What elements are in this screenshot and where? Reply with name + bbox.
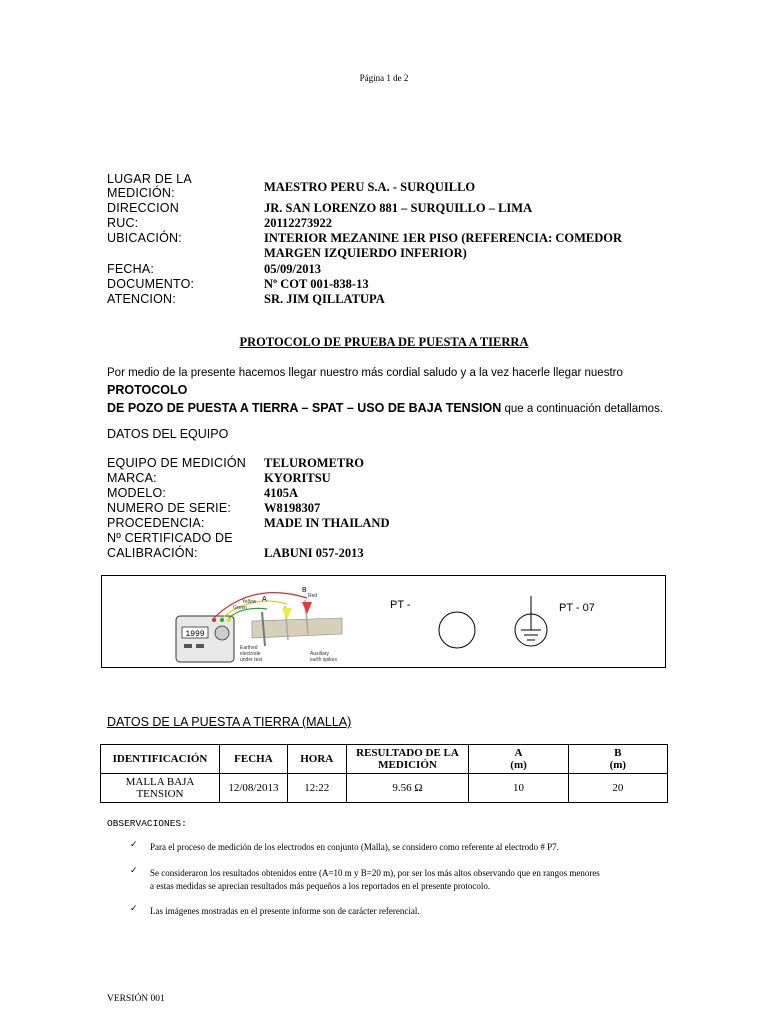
info-label-direccion: DIRECCION [107, 201, 179, 215]
cell-resultado: 9.56 Ω [346, 774, 469, 803]
grounding-section-title: DATOS DE LA PUESTA A TIERRA (MALLA) [107, 715, 352, 729]
observations-title: OBSERVACIONES: [107, 818, 187, 829]
col-fecha: FECHA [219, 745, 287, 774]
info-label-ubicacion: UBICACIÓN: [107, 231, 182, 245]
cell-hora: 12:22 [287, 774, 346, 803]
table-header-row [101, 745, 668, 774]
info-label-ruc: RUC: [107, 216, 139, 230]
equip-label-certificado: Nº CERTIFICADO DE [107, 531, 233, 545]
col-a-label: A [514, 747, 523, 759]
equipment-section-title: DATOS DEL EQUIPO [107, 427, 229, 441]
footer-version: VERSIÓN 001 [107, 994, 165, 1004]
label-electrode: electrode [240, 651, 261, 657]
intro-text-1: Por medio de la presente hacemos llegar nuestro más cordial saludo y a la vez hacerle llegar nuestro [107, 367, 623, 379]
equip-value-calibracion: LABUNI 057-2013 [264, 546, 364, 560]
pt-circle-icon [439, 612, 475, 648]
label-yellow: Yellow [242, 599, 257, 605]
info-value-direccion: JR. SAN LORENZO 881 – SURQUILLO – LIMA [264, 201, 533, 215]
observation-item-2: Se consideraron los resultados obtenidos entre (A=10 m y B=20 m), por ser los más altos observando que en rangos menores [150, 868, 600, 878]
figure-svg [102, 576, 665, 667]
label-red: Red [308, 593, 318, 599]
info-value-ubicacion-2: MARGEN IZQUIERDO INFERIOR) [264, 246, 467, 260]
col-identificacion: IDENTIFICACIÓN [101, 745, 220, 774]
meter-illustration [176, 616, 234, 662]
label-auxiliary: Auxiliary [310, 651, 329, 657]
cell-a: 10 [469, 774, 568, 803]
label-green: Green [233, 605, 247, 611]
col-b-unit: (m) [609, 759, 627, 771]
col-a [469, 745, 568, 774]
col-a-unit: (m) [510, 759, 527, 771]
col-b-label: B [614, 747, 622, 759]
check-icon: ✓ [130, 866, 138, 876]
info-value-atencion: SR. JIM QILLATUPA [264, 292, 385, 306]
observation-item-3: Las imágenes mostradas en el presente informe son de carácter referencial. [150, 906, 420, 916]
info-label-atencion: ATENCION: [107, 292, 176, 306]
ground-illustration [252, 600, 342, 646]
observation-item-2-line2: a estas medidas se aprecian resultados más pequeños a los reportados en el presente protocolo. [150, 881, 491, 891]
meter-display: 1999 [185, 630, 205, 639]
cell-id-line1: MALLA BAJA [125, 776, 195, 788]
intro-paragraph [107, 365, 667, 418]
info-label-lugar: LUGAR DE LA [107, 172, 192, 186]
equip-value-modelo: 4105A [264, 486, 299, 500]
col-hora: HORA [287, 745, 346, 774]
cell-id-line2: TENSION [136, 788, 184, 800]
equip-value-procedencia: MADE IN THAILAND [264, 516, 390, 530]
cell-identificacion [101, 774, 220, 803]
ground-symbol-icon [515, 596, 547, 646]
equip-label-procedencia: PROCEDENCIA: [107, 516, 205, 530]
label-under-test: under test [240, 657, 263, 663]
col-resultado: RESULTADO DE LA MEDICIÓN [346, 745, 469, 774]
grounding-table [100, 744, 668, 803]
info-label-lugar-2: MEDICIÓN: [107, 186, 175, 200]
equip-label-serie: NUMERO DE SERIE: [107, 501, 232, 515]
equip-value-serie: W8198307 [264, 501, 321, 515]
pt-label-1: PT - [390, 599, 411, 611]
info-value-ubicacion: INTERIOR MEZANINE 1ER PISO (REFERENCIA: COMEDOR [264, 231, 623, 245]
protocol-title: PROTOCOLO DE PRUEBA DE PUESTA A TIERRA [239, 335, 529, 349]
cell-fecha: 12/08/2013 [219, 774, 287, 803]
intro-bold-1: PROTOCOLO [107, 383, 188, 397]
label-a: A [262, 596, 267, 603]
intro-bold-2: DE POZO DE PUESTA A TIERRA – SPAT – USO DE BAJA TENSION [107, 401, 502, 415]
label-earthed: Earthed [240, 645, 258, 651]
info-value-documento: Nº COT 001-838-13 [264, 277, 369, 291]
equip-label-equipo: EQUIPO DE MEDICIÓN [107, 456, 247, 470]
pt-label-2: PT - 07 [559, 602, 595, 614]
equip-label-calibracion: CALIBRACIÓN: [107, 546, 198, 560]
label-earth-spikes: earth spikes [310, 657, 337, 663]
col-b [568, 745, 667, 774]
equip-value-equipo: TELUROMETRO [264, 456, 365, 470]
check-icon: ✓ [130, 904, 138, 914]
info-value-lugar: MAESTRO PERU S.A. - SURQUILLO [264, 180, 476, 194]
equip-label-modelo: MODELO: [107, 486, 167, 500]
label-b: B [302, 587, 307, 594]
intro-text-2: que a continuación detallamos. [501, 403, 664, 415]
page-number: Página 1 de 2 [359, 73, 409, 83]
info-value-ruc: 20112273922 [264, 216, 333, 230]
info-label-fecha: FECHA: [107, 262, 155, 276]
info-label-documento: DOCUMENTO: [107, 277, 195, 291]
equip-label-marca: MARCA: [107, 471, 157, 485]
table-row [101, 774, 668, 803]
info-value-fecha: 05/09/2013 [264, 262, 321, 276]
check-icon: ✓ [130, 840, 138, 850]
figure-box [101, 575, 666, 668]
observation-item-1: Para el proceso de medición de los electrodos en conjunto (Malla), se considero como referente al electrodo # P7. [150, 842, 559, 852]
cell-b: 20 [568, 774, 667, 803]
equip-value-marca: KYORITSU [264, 471, 331, 485]
